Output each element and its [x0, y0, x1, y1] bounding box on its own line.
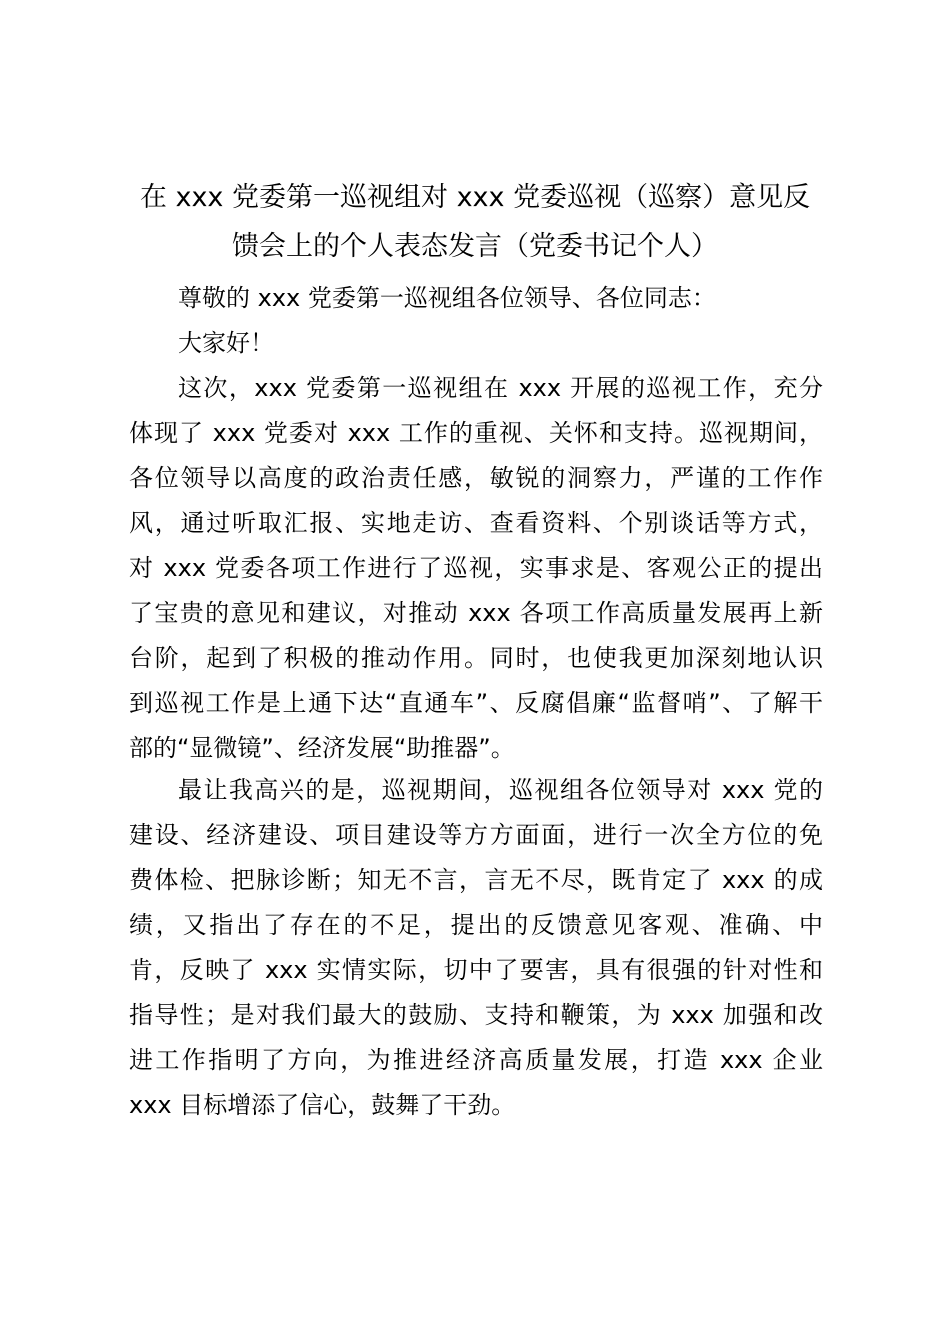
paragraph-line: 绩，又指出了存在的不足，提出的反馈意见客观、准确、中	[129, 911, 823, 939]
paragraph-line: 肯，反映了 xxx 实情实际，切中了要害，具有很强的针对性和	[129, 956, 823, 984]
paragraph-line: 这次，xxx 党委第一巡视组在 xxx 开展的巡视工作，充分	[178, 374, 823, 402]
paragraph-line: 最让我高兴的是，巡视期间，巡视组各位领导对 xxx 党的	[178, 776, 823, 804]
document-title-line-2: 馈会上的个人表态发言（党委书记个人）	[232, 231, 718, 262]
paragraph-line: 进工作指明了方向，为推进经济高质量发展，打造 xxx 企业	[129, 1046, 823, 1074]
paragraph-line: 部的“显微镜”、经济发展“助推器”。	[129, 734, 515, 762]
paragraph-line: 各位领导以高度的政治责任感，敏锐的洞察力，严谨的工作作	[129, 464, 823, 492]
paragraph-line: 风，通过听取汇报、实地走访、查看资料、个别谈话等方式，	[129, 509, 823, 537]
paragraph-line: xxx 目标增添了信心，鼓舞了干劲。	[129, 1091, 516, 1119]
paragraph-line: 指导性；是对我们最大的鼓励、支持和鞭策，为 xxx 加强和改	[129, 1001, 823, 1029]
paragraph-line: 台阶，起到了积极的推动作用。同时，也使我更加深刻地认识	[129, 644, 823, 672]
paragraph-line: 建设、经济建设、项目建设等方方面面，进行一次全方位的免	[129, 821, 823, 849]
paragraph-line: 到巡视工作是上通下达“直通车”、反腐倡廉“监督哨”、了解干	[129, 689, 823, 717]
paragraph-line: 费体检、把脉诊断；知无不言，言无不尽，既肯定了 xxx 的成	[129, 866, 823, 894]
paragraph-line: 体现了 xxx 党委对 xxx 工作的重视、关怀和支持。巡视期间，	[129, 419, 823, 447]
paragraph-line: 了宝贵的意见和建议，对推动 xxx 各项工作高质量发展再上新	[129, 599, 823, 627]
salutation: 尊敬的 xxx 党委第一巡视组各位领导、各位同志：	[178, 284, 716, 312]
document-title-line-1: 在 xxx 党委第一巡视组对 xxx 党委巡视（巡察）意见反	[139, 182, 811, 213]
paragraph-line: 对 xxx 党委各项工作进行了巡视，实事求是、客观公正的提出	[129, 554, 823, 582]
greeting: 大家好！	[178, 329, 274, 357]
